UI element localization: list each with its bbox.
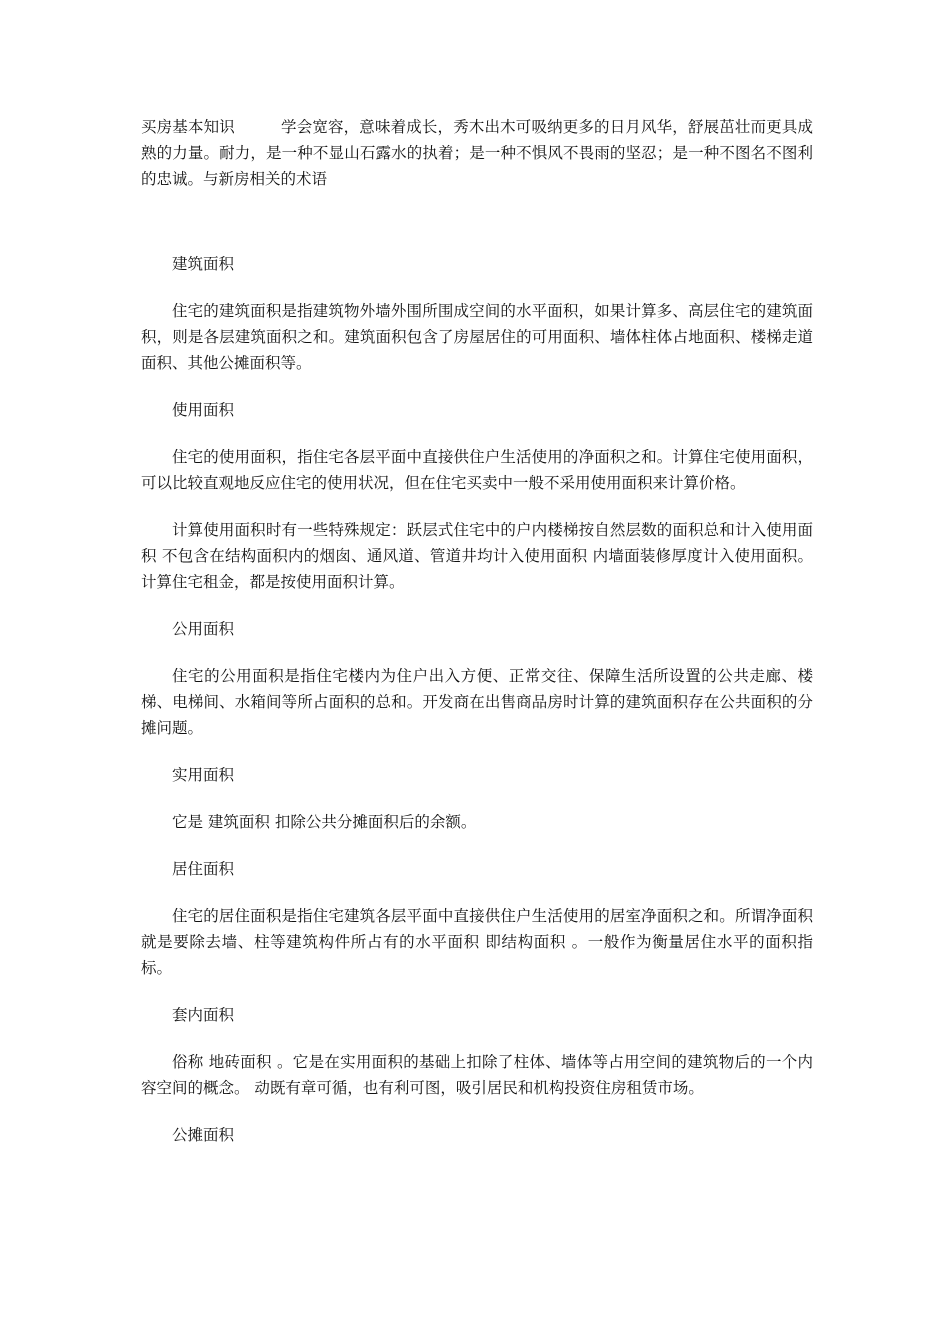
- section-paragraph: 住宅的居住面积是指住宅建筑各层平面中直接供住户生活使用的居室净面积之和。所谓净面积就是要除去墙、柱等建筑构件所占有的水平面积 即结构面积 。一般作为衡量居住水平的面积指标。: [141, 907, 813, 977]
- section-paragraph: 俗称 地砖面积 。它是在实用面积的基础上扣除了柱体、墙体等占用空间的建筑物后的一个内容空间的概念。 动既有章可循，也有利可图，吸引居民和机构投资住房租赁市场。: [141, 1053, 813, 1097]
- section-heading-public-area: 公用面积: [172, 620, 235, 638]
- section-paragraph: 住宅的建筑面积是指建筑物外墙外围所围成空间的水平面积，如果计算多、高层住宅的建筑面积，则是各层建筑面积之和。建筑面积包含了房屋居住的可用面积、墙体柱体占地面积、楼梯走道面积、其他公摊面积等。: [141, 302, 813, 372]
- document-page: [141, 114, 813, 1148]
- section-paragraph: 住宅的公用面积是指住宅楼内为住户出入方便、正常交往、保障生活所设置的公共走廊、楼梯、电梯间、水箱间等所占面积的总和。开发商在出售商品房时计算的建筑面积存在公共面积的分摊问题。: [141, 667, 813, 737]
- document-title: 买房基本知识: [141, 118, 235, 136]
- intro-paragraph: [141, 114, 813, 192]
- section-paragraph: 住宅的使用面积，指住宅各层平面中直接供住户生活使用的净面积之和。计算住宅使用面积，可以比较直观地反应住宅的使用状况，但在住宅买卖中一般不采用使用面积来计算价格。: [141, 448, 813, 492]
- section-heading-interior-area: 套内面积: [172, 1006, 235, 1024]
- section-heading-practical-area: 实用面积: [172, 766, 235, 784]
- section-heading-building-area: 建筑面积: [172, 255, 235, 273]
- section-heading-shared-area: 公摊面积: [172, 1126, 235, 1144]
- section-paragraph: 它是 建筑面积 扣除公共分摊面积后的余额。: [172, 813, 477, 831]
- section-paragraph: 计算使用面积时有一些特殊规定：跃层式住宅中的户内楼梯按自然层数的面积总和计入使用面积 不包含在结构面积内的烟囱、通风道、管道井均计入使用面积 内墙面装修厚度计入使用面积。计算住宅租金，都是按使用面积计算。: [141, 521, 813, 591]
- section-heading-usable-area: 使用面积: [172, 401, 235, 419]
- section-heading-living-area: 居住面积: [172, 860, 235, 878]
- intro-text: 学会宽容，意味着成长，秀木出木可吸纳更多的日月风华，舒展茁壮而更具成熟的力量。耐力，是一种不显山石露水的执着；是一种不惧风不畏雨的坚忍；是一种不图名不图利的忠诚。与新房相关的术语: [141, 118, 813, 188]
